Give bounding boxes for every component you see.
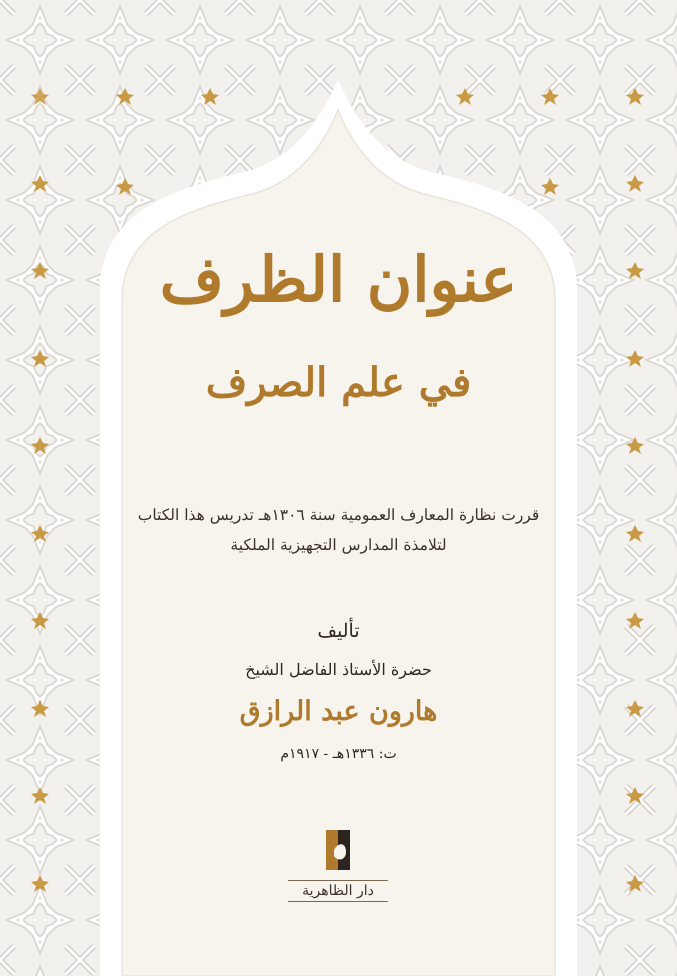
publisher-name: دار الظاهرية <box>288 880 388 902</box>
decree-line-2: لتلامذة المدارس التجهيزية الملكية <box>230 536 447 554</box>
book-subtitle: في علم الصرف <box>205 359 472 406</box>
author-name: هارون عبد الرازق <box>239 696 438 727</box>
publisher-block <box>288 828 388 918</box>
decree-note <box>120 500 557 560</box>
book-logo-icon <box>320 828 356 874</box>
author-dates: ت: ١٣٣٦هـ - ١٩١٧م <box>280 746 397 762</box>
cover-content <box>120 230 557 950</box>
author-label: تأليف <box>317 620 360 642</box>
author-honorific: حضرة الأستاذ الفاضل الشيخ <box>245 660 432 679</box>
book-title: عنوان الظرف <box>159 243 518 316</box>
decree-line-1: قررت نظارة المعارف العمومية سنة ١٣٠٦هـ تدريس هذا الكتاب <box>137 506 540 524</box>
